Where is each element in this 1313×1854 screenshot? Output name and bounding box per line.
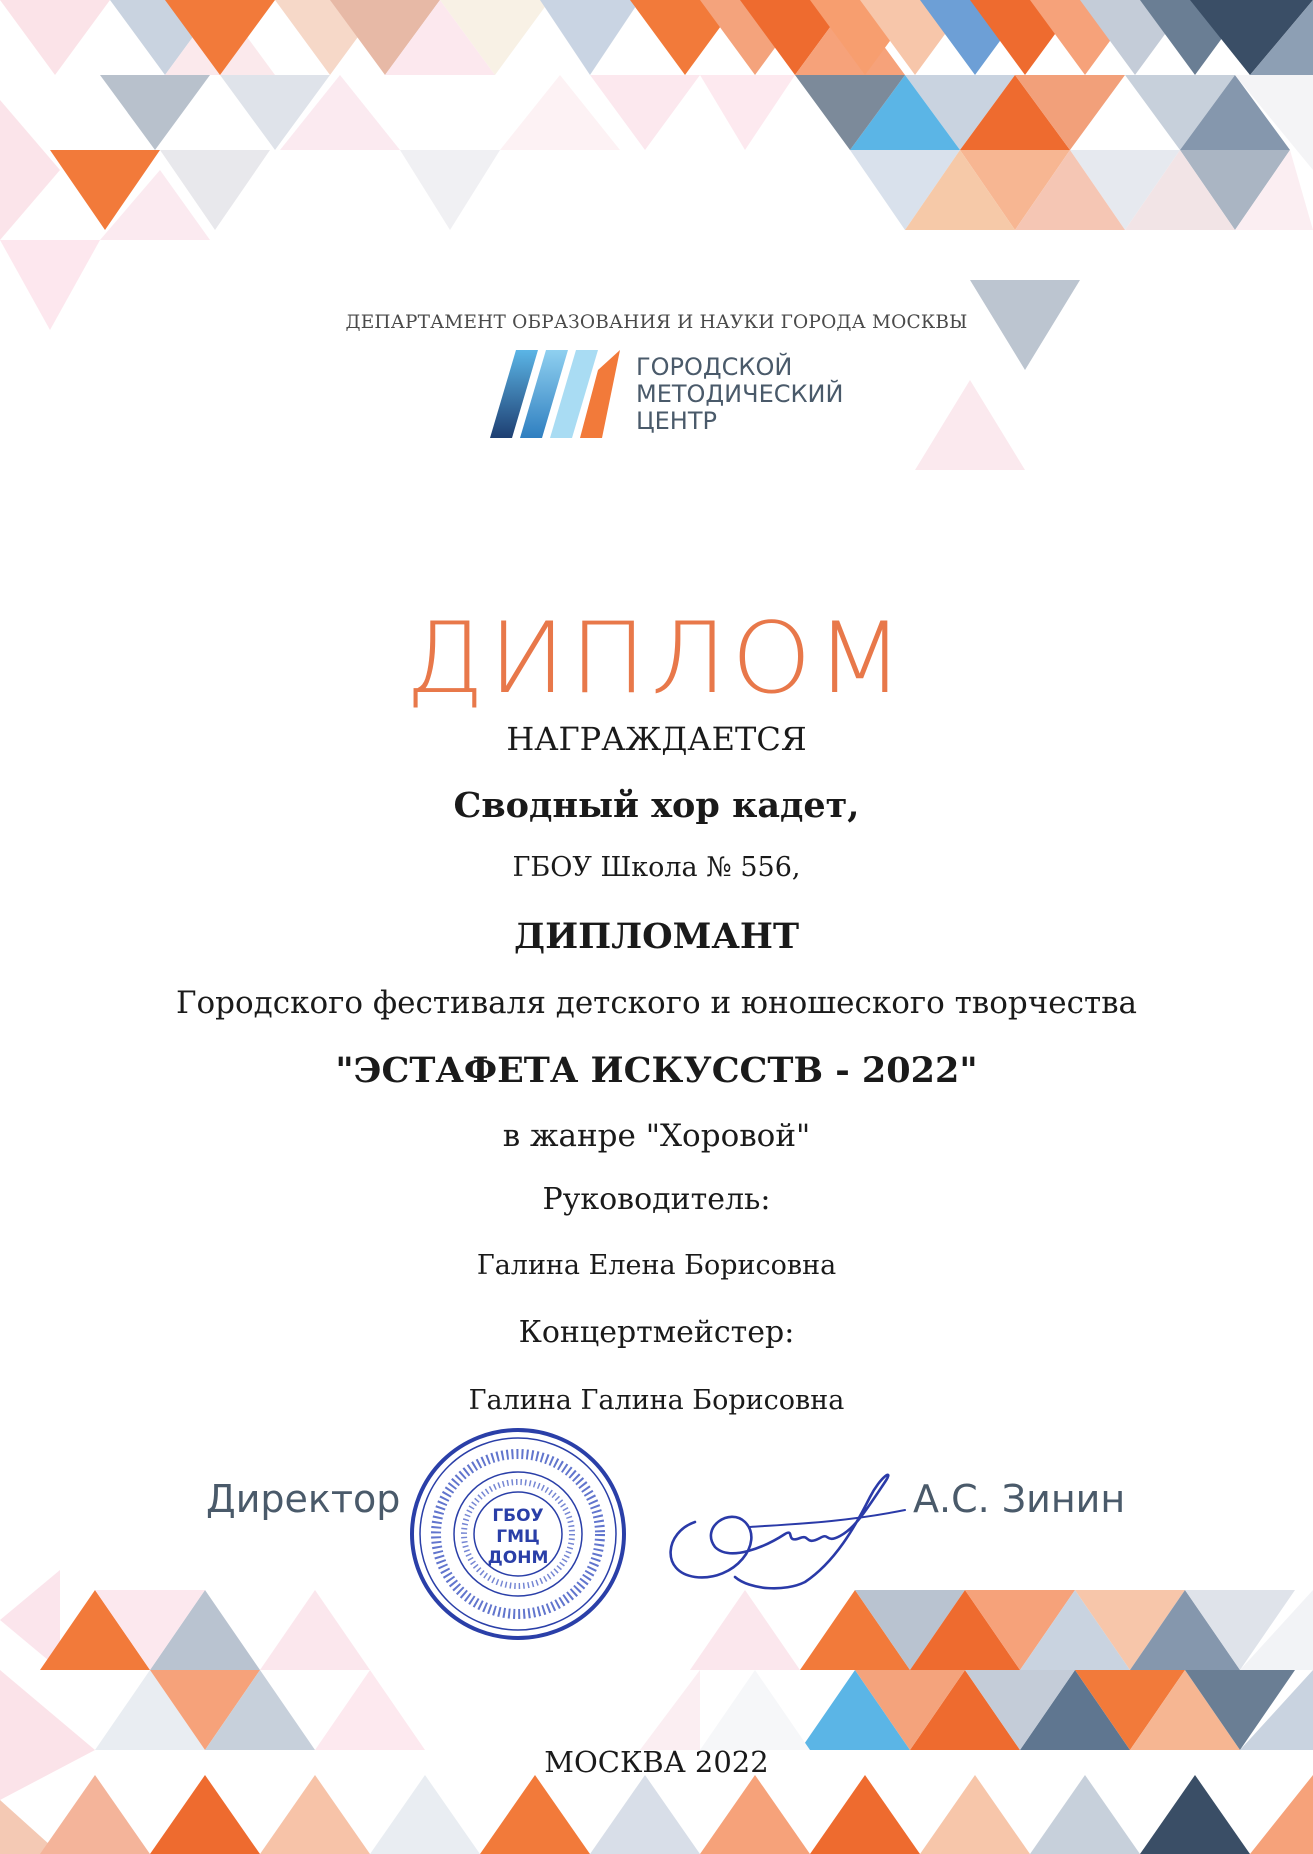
school-name: ГБОУ Школа № 556, [512,852,801,883]
logo-line-3: ЦЕНТР [636,407,717,435]
city-year: МОСКВА 2022 [544,1745,769,1779]
svg-text:ГБОУ: ГБОУ [492,1506,544,1526]
department-name: ДЕПАРТАМЕНТ ОБРАЗОВАНИЯ И НАУКИ ГОРОДА МОСКВЫ [345,312,968,333]
diploma-title-text: ДИПЛОМ [405,602,908,716]
logo-line-1: ГОРОДСКОЙ [636,353,793,381]
director-name: А.С. Зинин [913,1477,1126,1521]
genre: в жанре "Хоровой" [502,1118,811,1154]
accompanist-label: Концертмейстер: [518,1315,795,1350]
accompanist-name: Галина Галина Борисовна [468,1385,845,1416]
svg-text:ГМЦ: ГМЦ [496,1527,540,1547]
svg-text:ДОНМ: ДОНМ [487,1548,549,1568]
logo-line-2: МЕТОДИЧЕСКИЙ [636,380,844,408]
awarded-label: НАГРАЖДАЕТСЯ [506,720,807,758]
logo-text [636,354,843,435]
leader-name: Галина Елена Борисовна [476,1250,837,1281]
festival-name: "ЭСТАФЕТА ИСКУССТВ - 2022" [335,1050,978,1091]
diploma-title [0,602,1313,716]
director-signature [655,1452,915,1592]
gmc-logo-icon [490,350,620,438]
recipient-name: Сводный хор кадет, [453,785,860,826]
director-label: Директор [206,1477,401,1521]
festival-description: Городского фестиваля детского и юношеского творчества [175,985,1138,1021]
bottom-triangle-pattern [0,1560,1313,1854]
official-stamp-icon [406,1423,630,1645]
award-rank: ДИПЛОМАНТ [513,916,800,957]
leader-label: Руководитель: [542,1182,771,1217]
